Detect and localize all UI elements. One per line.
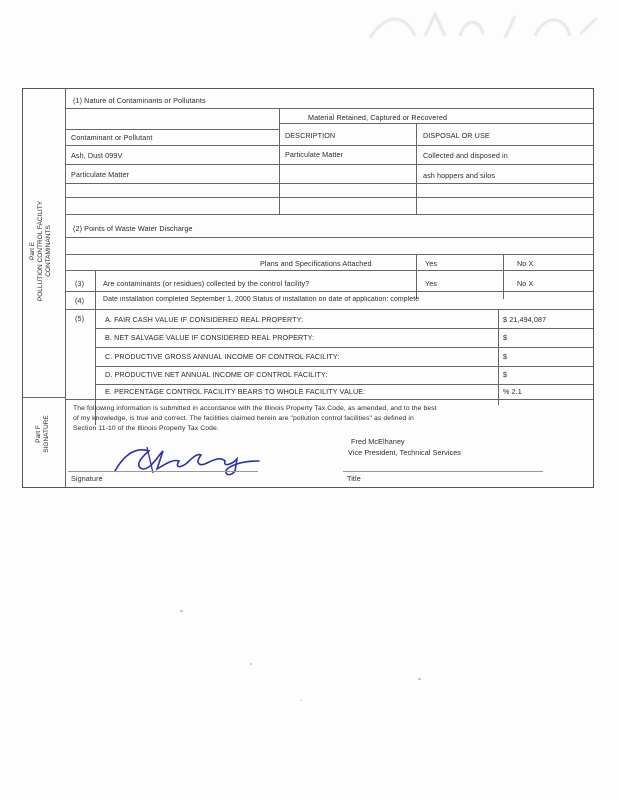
value-row-b-amount: $ (503, 333, 508, 342)
value-row-a-amount: $ 21,494,087 (503, 315, 547, 324)
col-contaminant-header: Contaminant or Pollutant (71, 133, 153, 142)
section3-yes: Yes (425, 279, 438, 288)
section1-title: (1) Nature of Contaminants or Pollutants (73, 96, 206, 105)
table-row-2-disposal: ash hoppers and silos (423, 171, 496, 180)
value-row-b-label: B. NET SALVAGE VALUE IF CONSIDERED REAL PROPERTY: (105, 333, 315, 342)
value-row-d-label: D. PRODUCTIVE NET ANNUAL INCOME OF CONTROL FACILITY: (105, 370, 328, 379)
header-scrawl (365, 8, 605, 44)
value-row-c-amount: $ (503, 352, 508, 361)
plans-no: No X (517, 259, 534, 268)
table-row-1-contaminant: Ash, Dust 099V (71, 151, 123, 160)
title-label: Title (347, 474, 361, 483)
handwritten-signature (107, 439, 277, 479)
value-row-d-amount: $ (503, 370, 508, 379)
value-row-a-label: A. FAIR CASH VALUE IF CONSIDERED REAL PROPERTY: (105, 315, 304, 324)
certification-line-1: The following information is submitted in accordance with the Illinois Property Tax Code, as amended, and to the best (73, 405, 437, 412)
value-row-e-amount: % 2.1 (503, 387, 522, 396)
certification-line-2: of my knowledge, is true and correct. The facilities claimed herein are "pollution control facilities" as defined in (73, 415, 414, 422)
part-f-label: Part F SIGNATURE (35, 415, 50, 453)
value-row-c-label: C. PRODUCTIVE GROSS ANNUAL INCOME OF CONTROL FACILITY: (105, 352, 340, 361)
section2-title: (2) Points of Waste Water Discharge (73, 224, 193, 233)
plans-attached-label: Plans and Specifications Attached (260, 259, 372, 268)
section3-no: No X (517, 279, 534, 288)
section3-number: (3) (75, 279, 85, 288)
table-row-2-contaminant: Particulate Matter (71, 170, 130, 179)
section4-number: (4) (75, 296, 85, 305)
signer-title: Vice President, Technical Services (348, 448, 461, 457)
section4-installation: Date installation completed September 1, 2000 Status of installation on date of application: complete (103, 296, 420, 303)
section5-number: (5) (75, 314, 85, 323)
signer-name: Fred McElhaney (351, 437, 405, 446)
signature-label: Signature (71, 474, 103, 483)
table-row-1-disposal: Collected and disposed in (423, 151, 508, 160)
plans-yes: Yes (425, 259, 438, 268)
col-description-header: DESCRIPTION (285, 131, 336, 140)
table-row-1-description: Particulate Matter (285, 150, 344, 159)
certification-line-3: Section 11-10 of the Illinois Property Tax Code. (73, 425, 219, 432)
material-header: Material Retained, Captured or Recovered (308, 113, 448, 122)
part-e-label: Part E POLLUTION CONTROL FACILITY CONTAMINANTS (29, 200, 52, 302)
form-part-e-f (22, 88, 594, 488)
section3-question: Are contaminants (or residues) collected by the control facility? (103, 279, 310, 288)
value-row-e-label: E. PERCENTAGE CONTROL FACILITY BEARS TO WHOLE FACILITY VALUE: (105, 387, 366, 396)
col-disposal-header: DISPOSAL OR USE (423, 131, 490, 140)
